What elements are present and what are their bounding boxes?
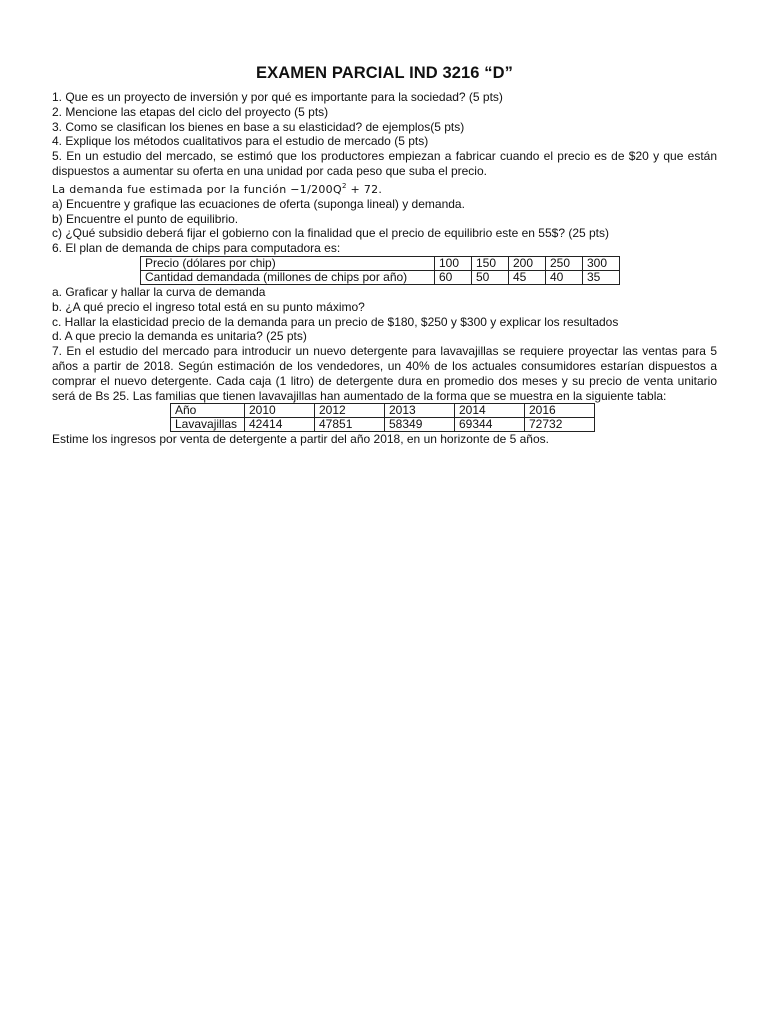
question-1: 1. Que es un proyecto de inversión y por qué es importante para la sociedad? (5 pts)	[52, 90, 503, 104]
year-label: Año	[171, 404, 245, 418]
table-cell: 2016	[525, 404, 595, 418]
quantity-label: Cantidad demandada (millones de chips por año)	[141, 270, 435, 284]
question-5c: c) ¿Qué subsidio deberá fijar el gobierno con la finalidad que el precio de equilibrio este en 55$? (25 pts)	[52, 226, 610, 241]
question-6d: d. A que precio la demanda es unitaria? (25 pts)	[52, 329, 307, 344]
table-cell: 2010	[245, 404, 315, 418]
count-label: Lavavajillas	[171, 418, 245, 432]
table-cell: 50	[472, 270, 509, 284]
question-3: 3. Como se clasifican los bienes en base a su elasticidad? de ejemplos(5 pts)	[52, 119, 465, 134]
formula-tail: + 72.	[346, 182, 383, 196]
question-5a: a) Encuentre y grafique las ecuaciones de oferta (suponga lineal) y demanda.	[52, 196, 465, 211]
demand-formula	[52, 179, 717, 197]
table-cell: 150	[472, 256, 509, 270]
table-cell: 60	[435, 270, 472, 284]
demand-table	[140, 256, 620, 285]
table-row	[141, 256, 620, 270]
table-cell: 35	[583, 270, 620, 284]
question-6: 6. El plan de demanda de chips para computadora es:	[52, 241, 341, 256]
table-row	[141, 270, 620, 284]
price-label: Precio (dólares por chip)	[141, 256, 435, 270]
question-4: 4. Explique los métodos cualitativos para el estudio de mercado (5 pts)	[52, 134, 429, 149]
exam-title: EXAMEN PARCIAL IND 3216 “D”	[256, 64, 513, 82]
table-cell: 69344	[455, 418, 525, 432]
formula-exponent: 2	[341, 181, 347, 190]
table-cell: 250	[546, 256, 583, 270]
table-cell: 42414	[245, 418, 315, 432]
question-5: 5. En un estudio del mercado, se estimó que los productores empiezan a fabricar cuando el precio es de $20 y que están dispuestos a aumentar su oferta en una unidad por cada peso que suba el precio.	[52, 149, 717, 178]
question-7: 7. En el estudio del mercado para introducir un nuevo detergente para lavavajillas se requiere proyectar las ventas para 5 años a partir de 2018. Según estimación de los vendedores, un 40% de los actuales consumidores estarían dispuestos a comprar el nuevo detergente. Cada caja (1 litro) de detergente dura en promedio dos meses y su precio de venta unitario será de Bs 25. Las familias que tienen lavavajillas han aumentado de la forma que se muestra en la siguiente tabla:	[52, 344, 717, 403]
table-cell: 47851	[315, 418, 385, 432]
dishwasher-table	[170, 403, 595, 432]
table-cell: 58349	[385, 418, 455, 432]
table-row	[171, 404, 595, 418]
table-cell: 100	[435, 256, 472, 270]
table-cell: 72732	[525, 418, 595, 432]
table-cell: 200	[509, 256, 546, 270]
table-cell: 2012	[315, 404, 385, 418]
question-6b: b. ¿A qué precio el ingreso total está en su punto máximo?	[52, 299, 365, 314]
table-cell: 300	[583, 256, 620, 270]
table-cell: 40	[546, 270, 583, 284]
table-cell: 2013	[385, 404, 455, 418]
exam-page	[52, 62, 717, 447]
formula-text: La demanda fue estimada por la función −1/200Q	[52, 182, 342, 196]
table-cell: 45	[509, 270, 546, 284]
question-6a: a. Graficar y hallar la curva de demanda	[52, 284, 266, 299]
question-6c: c. Hallar la elasticidad precio de la demanda para un precio de $180, $250 y $300 y explicar los resultados	[52, 314, 619, 329]
question-5b: b) Encuentre el punto de equilibrio.	[52, 211, 239, 226]
table-cell: 2014	[455, 404, 525, 418]
table-row	[171, 418, 595, 432]
question-2: 2. Mencione las etapas del ciclo del proyecto (5 pts)	[52, 104, 329, 119]
question-7-end: Estime los ingresos por venta de detergente a partir del año 2018, en un horizonte de 5 años.	[52, 432, 549, 447]
